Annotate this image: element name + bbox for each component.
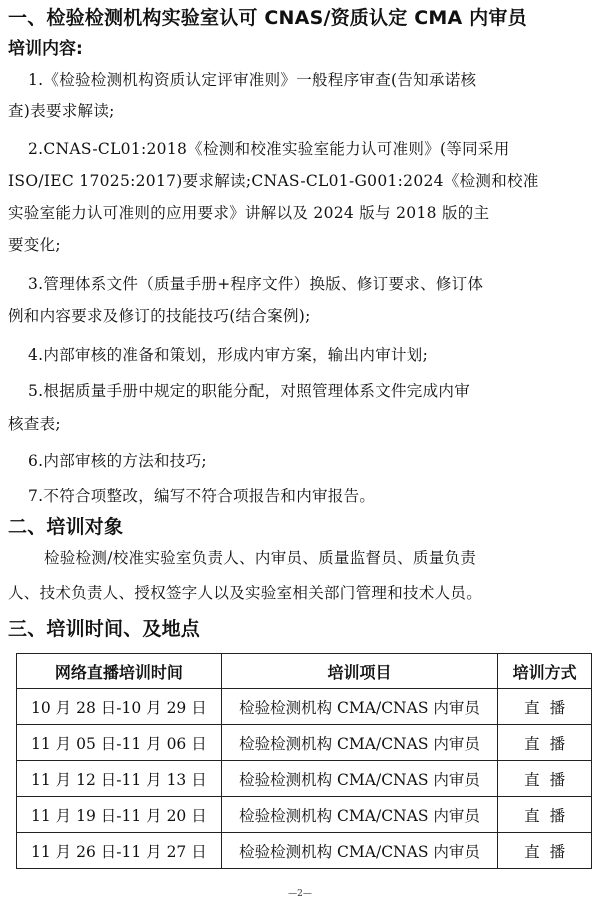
header-project: 培训项目 bbox=[221, 654, 497, 689]
page-number: —2— bbox=[288, 889, 312, 899]
content-item-1-line-1: 1.《检验检测机构资质认定评审准则》一般程序审查(告知承诺核 bbox=[28, 71, 477, 89]
section-2-line-1: 检验检测/校准实验室负责人、内审员、质量监督员、质量负责 bbox=[44, 549, 477, 567]
training-content-title: 培训内容: bbox=[8, 39, 83, 59]
content-item-3-line-1: 3.管理体系文件（质量手册+程序文件）换版、修订要求、修订体 bbox=[28, 275, 484, 293]
row-mode: 直播 bbox=[498, 797, 592, 833]
row-mode: 直播 bbox=[498, 725, 592, 761]
header-mode: 培训方式 bbox=[498, 654, 592, 689]
main-heading: 一、检验检测机构实验室认可 CNAS/资质认定 CMA 内审员 bbox=[8, 7, 527, 29]
row-project: 检验检测机构 CMA/CNAS 内审员 bbox=[221, 725, 497, 761]
table-row bbox=[17, 797, 592, 833]
content-item-3-line-2: 例和内容要求及修订的技能技巧(结合案例); bbox=[8, 307, 311, 325]
section-2-title: 二、培训对象 bbox=[8, 516, 124, 538]
row-project: 检验检测机构 CMA/CNAS 内审员 bbox=[221, 797, 497, 833]
content-item-2-line-3: 实验室能力认可准则的应用要求》讲解以及 2024 版与 2018 版的主 bbox=[8, 204, 490, 222]
row-project: 检验检测机构 CMA/CNAS 内审员 bbox=[221, 761, 497, 797]
row-date: 11 月 19 日-11 月 20 日 bbox=[17, 797, 222, 833]
content-item-6-line-1: 6.内部审核的方法和技巧; bbox=[28, 452, 207, 470]
section-3-title: 三、培训时间、及地点 bbox=[8, 618, 201, 640]
schedule-header-row bbox=[17, 654, 592, 689]
table-row bbox=[17, 833, 592, 869]
header-time: 网络直播培训时间 bbox=[17, 654, 222, 689]
row-mode: 直播 bbox=[498, 761, 592, 797]
row-mode: 直播 bbox=[498, 689, 592, 725]
row-date: 11 月 05 日-11 月 06 日 bbox=[17, 725, 222, 761]
content-item-5-line-1: 5.根据质量手册中规定的职能分配，对照管理体系文件完成内审 bbox=[28, 382, 470, 400]
content-item-5-line-2: 核查表; bbox=[8, 415, 61, 433]
row-date: 11 月 12 日-11 月 13 日 bbox=[17, 761, 222, 797]
content-item-7-line-1: 7.不符合项整改，编写不符合项报告和内审报告。 bbox=[28, 487, 376, 505]
row-mode: 直播 bbox=[498, 833, 592, 869]
table-row bbox=[17, 689, 592, 725]
row-date: 11 月 26 日-11 月 27 日 bbox=[17, 833, 222, 869]
schedule-table bbox=[16, 653, 592, 869]
table-row bbox=[17, 725, 592, 761]
section-2-line-2: 人、技术负责人、授权签字人以及实验室相关部门管理和技术人员。 bbox=[8, 584, 483, 602]
row-date: 10 月 28 日-10 月 29 日 bbox=[17, 689, 222, 725]
content-item-2-line-2: ISO/IEC 17025:2017)要求解读;CNAS-CL01-G001:2024《检测和校准 bbox=[8, 172, 539, 190]
row-project: 检验检测机构 CMA/CNAS 内审员 bbox=[221, 689, 497, 725]
content-item-4-line-1: 4.内部审核的准备和策划，形成内审方案，输出内审计划; bbox=[28, 346, 429, 364]
content-item-1-line-2: 查)表要求解读; bbox=[8, 102, 115, 120]
content-item-2-line-1: 2.CNAS-CL01:2018《检测和校准实验室能力认可准则》(等同采用 bbox=[28, 140, 510, 158]
content-item-2-line-4: 要变化; bbox=[8, 236, 61, 254]
table-row bbox=[17, 761, 592, 797]
row-project: 检验检测机构 CMA/CNAS 内审员 bbox=[221, 833, 497, 869]
